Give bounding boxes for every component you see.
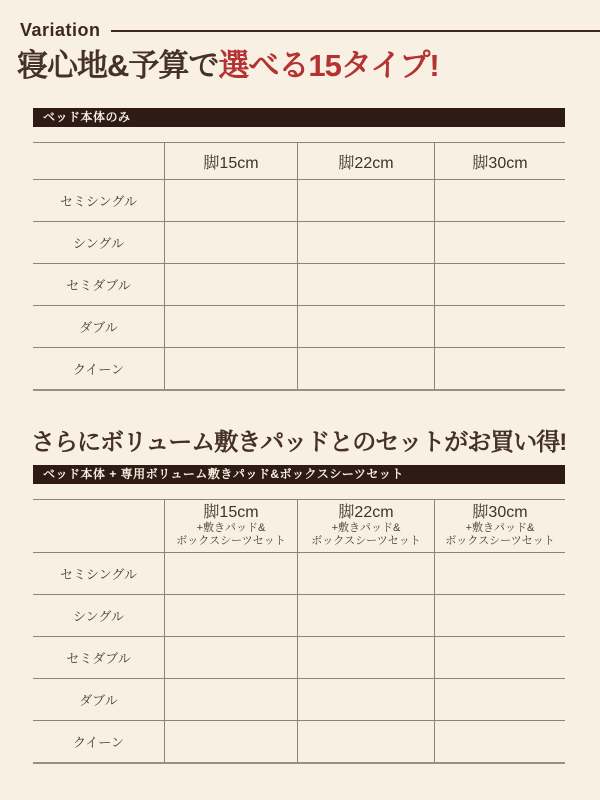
- price-cell: [297, 263, 434, 305]
- section2-bar: [33, 465, 565, 484]
- column-header-sub1: +敷きパッド&: [331, 522, 401, 534]
- section2-title: さらにボリューム敷きパッドとのセットがお買い得!: [31, 429, 567, 456]
- section2-bar-label: ベッド本体 + 専用ボリューム敷きパッド&ボックスシーツセット: [43, 467, 404, 481]
- price-cell: [297, 552, 434, 594]
- column-header-sub1: +敷きパッド&: [196, 522, 266, 534]
- price-cell: [297, 678, 434, 720]
- price-cell: [164, 347, 297, 389]
- price-cell: [164, 179, 297, 221]
- price-cell: [434, 552, 565, 594]
- column-header-main: 脚22cm: [338, 504, 394, 521]
- price-cell: [434, 305, 565, 347]
- price-cell: [434, 720, 565, 762]
- column-header-sub2: ボックスシーツセット: [176, 535, 286, 547]
- column-header-15cm-set: [164, 499, 297, 552]
- price-cell: [434, 636, 565, 678]
- table-bed-set: [33, 499, 565, 764]
- price-cell: [434, 594, 565, 636]
- price-cell: [164, 221, 297, 263]
- eyebrow-rule: [111, 30, 600, 32]
- column-header-15cm: 脚15cm: [164, 142, 297, 179]
- price-cell: [297, 720, 434, 762]
- main-title: [17, 48, 600, 84]
- row-label-semi-double: セミダブル: [33, 263, 164, 305]
- section1-bar-label: ベッド本体のみ: [43, 110, 131, 124]
- price-cell: [297, 221, 434, 263]
- corner-cell: [33, 499, 164, 552]
- column-header-main: 脚30cm: [472, 504, 528, 521]
- price-cell: [297, 347, 434, 389]
- price-cell: [434, 347, 565, 389]
- variation-label: Variation: [20, 20, 101, 40]
- price-cell: [297, 636, 434, 678]
- price-cell: [164, 552, 297, 594]
- price-cell: [434, 179, 565, 221]
- price-cell: [164, 720, 297, 762]
- price-cell: [297, 179, 434, 221]
- column-header-sub2: ボックスシーツセット: [311, 535, 421, 547]
- price-cell: [297, 305, 434, 347]
- column-header-30cm-set: [434, 499, 565, 552]
- row-label-queen: クイーン: [33, 720, 164, 762]
- column-header-sub2: ボックスシーツセット: [445, 535, 555, 547]
- row-label-semi-single: セミシングル: [33, 179, 164, 221]
- price-cell: [434, 263, 565, 305]
- row-label-single: シングル: [33, 594, 164, 636]
- main-title-red: 選べる15タイプ!: [218, 48, 439, 83]
- column-header-22cm-set: [297, 499, 434, 552]
- table-bed-only: [33, 142, 565, 391]
- column-header-30cm: 脚30cm: [434, 142, 565, 179]
- price-cell: [434, 221, 565, 263]
- corner-cell: [33, 142, 164, 179]
- row-label-semi-double: セミダブル: [33, 636, 164, 678]
- price-cell: [164, 305, 297, 347]
- main-title-dark: 寝心地&予算で: [17, 48, 219, 83]
- row-label-double: ダブル: [33, 305, 164, 347]
- page-root: [0, 20, 600, 764]
- price-cell: [434, 678, 565, 720]
- row-label-semi-single: セミシングル: [33, 552, 164, 594]
- price-cell: [164, 263, 297, 305]
- row-label-queen: クイーン: [33, 347, 164, 389]
- price-cell: [164, 678, 297, 720]
- column-header-sub1: +敷きパッド&: [465, 522, 535, 534]
- column-header-22cm: 脚22cm: [297, 142, 434, 179]
- price-cell: [164, 594, 297, 636]
- section1-bar: [33, 108, 565, 127]
- column-header-main: 脚15cm: [203, 504, 259, 521]
- variation-eyebrow: [20, 20, 600, 41]
- row-label-single: シングル: [33, 221, 164, 263]
- price-cell: [297, 594, 434, 636]
- price-cell: [164, 636, 297, 678]
- row-label-double: ダブル: [33, 678, 164, 720]
